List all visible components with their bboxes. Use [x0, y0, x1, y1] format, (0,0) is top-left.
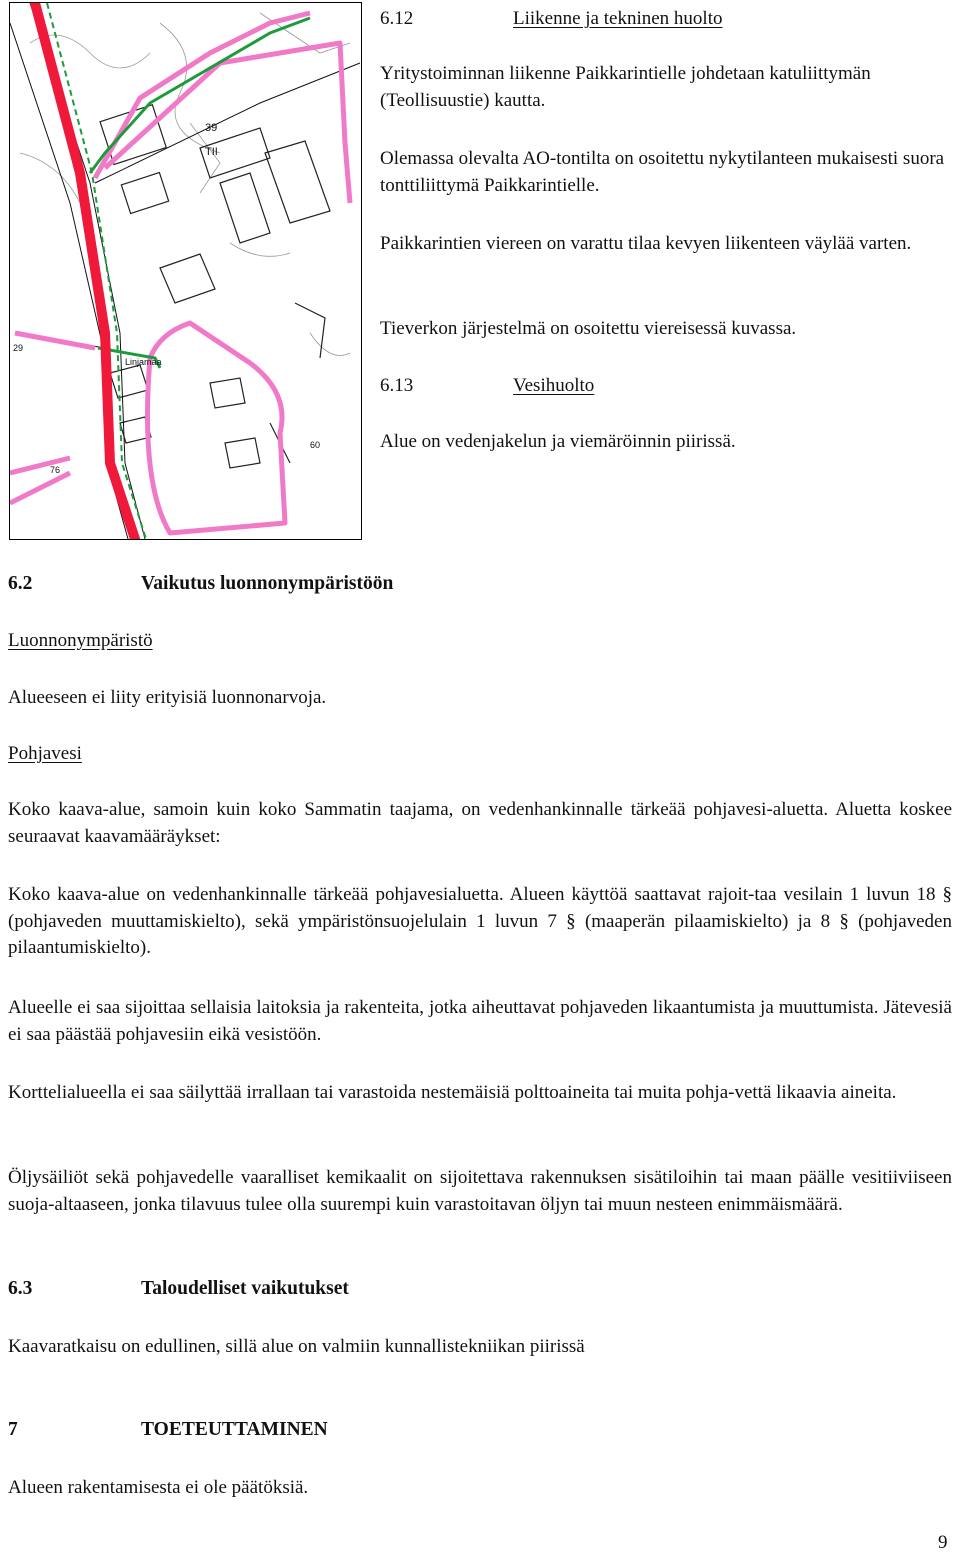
map-label-roman: TII [205, 146, 218, 158]
map-label-block: 39 [205, 122, 218, 134]
heading-6-13 [380, 373, 594, 400]
heading-6-3-title: Taloudelliset vaikutukset [141, 1278, 349, 1299]
paragraph-pohjavesi-4: Korttelialueella ei saa säilyttää irrallaan tai varastoida nestemäisiä polttoaineita tai muita pohja-vettä likaavia aineita. [8, 1082, 897, 1103]
subheading-luonnonymparisto: Luonnonympäristö [8, 630, 153, 651]
heading-6-12-number: 6.12 [380, 8, 414, 29]
heading-6-12 [380, 6, 722, 33]
map-label-60: 60 [310, 440, 321, 450]
paragraph-pohjavesi-2: Koko kaava-alue on vedenhankinnalle tärkeää pohjavesialuetta. Alueen käyttöä saattavat rajoit-taa vesilain 1 luvun 18 § (pohjaveden muuttamiskielto), sekä ympäristönsuojelulain 1 luvun 7 § (maaperän pilaamiskielto) ja 8 § (pohjaveden pilaantumiskielto). [8, 884, 952, 958]
paragraph-6-12-2: Olemassa olevalta AO-tontilta on osoitettu nykytilanteen mukaisesti suora tonttiliittymä Paikkarintielle. [380, 148, 945, 196]
paragraph-7-1: Alueen rakentamisesta ei ole päätöksiä. [8, 1477, 309, 1498]
heading-7 [8, 1419, 328, 1441]
page-number: 9 [938, 1532, 948, 1553]
heading-7-number: 7 [8, 1419, 18, 1440]
road-network-map [9, 2, 362, 540]
heading-6-3-number: 6.3 [8, 1278, 33, 1299]
map-drawing [10, 3, 361, 539]
paragraph-6-3-1: Kaavaratkaisu on edullinen, sillä alue on valmiin kunnallistekniikan piirissä [8, 1336, 585, 1357]
map-label-76: 76 [50, 465, 61, 475]
heading-6-13-number: 6.13 [380, 375, 414, 396]
paragraph-6-12-1: Yritystoiminnan liikenne Paikkarintielle johdetaan katuliittymän (Teollisuustie) kautta. [380, 63, 871, 111]
paragraph-luonto: Alueeseen ei liity erityisiä luonnonarvoja. [8, 687, 327, 708]
heading-6-2 [8, 573, 393, 595]
heading-6-12-title: Liikenne ja tekninen huolto [513, 8, 723, 29]
paragraph-6-12-4: Tieverkon järjestelmä on osoitettu viereisessä kuvassa. [380, 318, 797, 339]
heading-7-title: TOETEUTTAMINEN [141, 1419, 328, 1440]
paragraph-pohjavesi-1: Koko kaava-alue, samoin kuin koko Sammatin taajama, on vedenhankinnalle tärkeää pohjavesi-aluetta. Aluetta koskee seuraavat kaavamääräykset: [8, 799, 952, 847]
paragraph-6-13-1: Alue on vedenjakelun ja viemäröinnin piirissä. [380, 431, 736, 452]
heading-6-13-title: Vesihuolto [513, 375, 595, 396]
paragraph-pohjavesi-5: Öljysäiliöt sekä pohjavedelle vaaralliset kemikaalit on sijoitettava rakennuksen sisätiloihin tai maan päälle vesitiiviiseen suoja-altaaseen, jonka tilavuus tulee olla suurempi kuin varastoitavan öljyn tai muun nesteen enimmäismäärä. [8, 1167, 952, 1215]
map-label-road: Linjamaa [125, 357, 162, 367]
subheading-pohjavesi: Pohjavesi [8, 743, 82, 764]
map-label-29: 29 [13, 343, 24, 353]
paragraph-pohjavesi-3: Alueelle ei saa sijoittaa sellaisia laitoksia ja rakenteita, jotka aiheuttavat pohjaveden likaantumista ja muuttumista. Jätevesiä ei saa päästää pohjavesiin eikä vesistöön. [8, 997, 952, 1045]
heading-6-3 [8, 1278, 349, 1300]
paragraph-6-12-3: Paikkarintien viereen on varattu tilaa kevyen liikenteen väylää varten. [380, 233, 912, 254]
heading-6-2-title: Vaikutus luonnonympäristöön [141, 573, 394, 594]
heading-6-2-number: 6.2 [8, 573, 33, 594]
